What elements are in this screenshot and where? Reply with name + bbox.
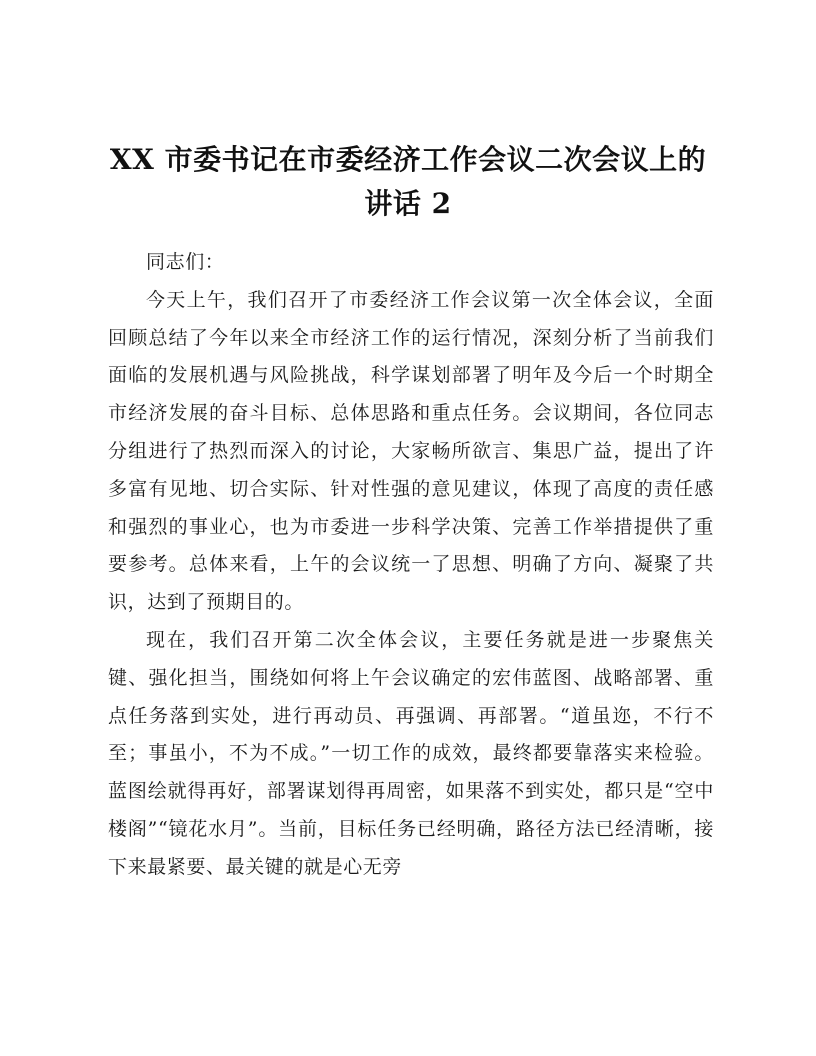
document-title: XX 市委书记在市委经济工作会议二次会议上的讲话 2 xyxy=(109,143,707,220)
salutation: 同志们： xyxy=(146,251,225,273)
document-body xyxy=(108,244,714,887)
paragraph-1: 今天上午，我们召开了市委经济工作会议第一次全体会议，全面回顾总结了今年以来全市经济工作的运行情况，深刻分析了当前我们面临的发展机遇与风险挑战，科学谋划部署了明年及今后一个时期全市经济发展的奋斗目标、总体思路和重点任务。会议期间，各位同志分组进行了热烈而深入的讨论，大家畅所欲言、集思广益，提出了许多富有见地、切合实际、针对性强的意见建议，体现了高度的责任感和强烈的事业心，也为市委进一步科学决策、完善工作举措提供了重要参考。总体来看，上午的会议统一了思想、明确了方向、凝聚了共识，达到了预期目的。 xyxy=(108,288,714,614)
paragraph-2: 现在，我们召开第二次全体会议，主要任务就是进一步聚焦关键、强化担当，围绕如何将上午会议确定的宏伟蓝图、战略部署、重点任务落到实处，进行再动员、再强调、再部署。“道虽迩，不行不至；事虽小，不为不成。”一切工作的成效，最终都要靠落实来检验。蓝图绘就得再好，部署谋划得再周密，如果落不到实处，都只是“空中楼阁”“镜花水月”。当前，目标任务已经明确，路径方法已经清晰，接下来最紧要、最关键的就是心无旁 xyxy=(108,628,714,878)
